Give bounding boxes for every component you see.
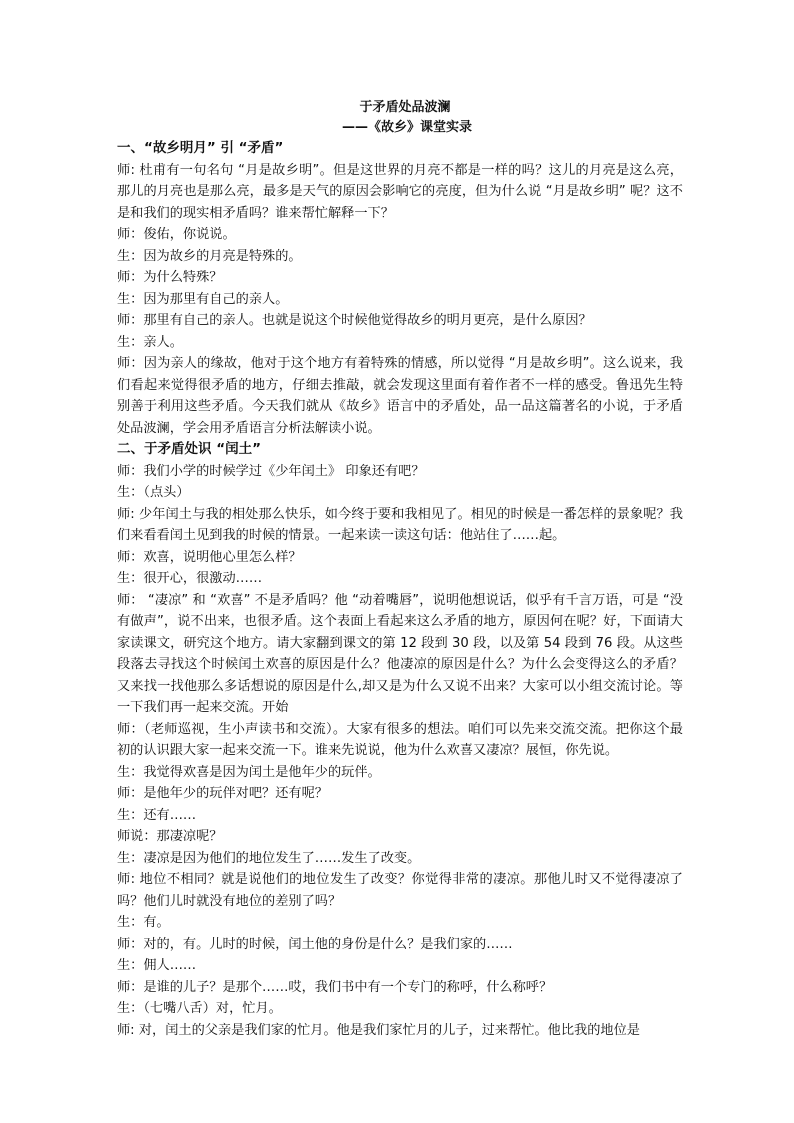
dialogue-paragraph: 生：因为故乡的月亮是特殊的。 — [117, 248, 302, 264]
dialogue-paragraph: 师：（老师巡视，生小声读书和交流）。大家有很多的想法。咱们可以先来交流交流。把你这个最初的认识跟大家一起来交流一下。谁来先说说，他为什么欢喜又凄凉？展恒，你先说。 — [117, 721, 683, 758]
dialogue-paragraph: 师：那里有自己的亲人。也就是说这个时候他觉得故乡的明月更亮，是什么原因？ — [117, 313, 592, 328]
dialogue-paragraph: 师：是谁的儿子？是那个……哎，我们书中有一个专门的称呼，什么称呼？ — [117, 979, 553, 995]
section-heading: 一、“故乡明月” 引 “矛盾” — [117, 140, 284, 156]
dialogue-paragraph: 生：（七嘴八舌）对，忙月。 — [117, 1001, 282, 1016]
document-page — [117, 98, 683, 1041]
dialogue-paragraph: 生：凄凉是因为他们的地位发生了……发生了改变。 — [117, 850, 421, 866]
dialogue-paragraph: 师：我们小学的时候学过《少年闰土》 印象还有吧？ — [117, 463, 425, 479]
dialogue-paragraph: 师: 杜甫有一句名句 “月是故乡明”。但是这世界的月亮不都是一样的吗？这儿的月亮是这么亮，那儿的月亮也是那么亮，最多是天气的原因会影响它的亮度，但为什么说 “月是故乡明” 呢？这不是和我们的现实相矛盾吗？谁来帮忙解释一下？ — [117, 162, 683, 221]
document-body — [117, 138, 683, 1041]
dialogue-paragraph: 生：亲人。 — [117, 334, 183, 350]
dialogue-paragraph: 师：对的，有。儿时的时候，闰土他的身份是什么？是我们家的…… — [117, 936, 513, 952]
dialogue-paragraph: 师: 对，闰土的父亲是我们家的忙月。他是我们家忙月的儿子，过来帮忙。他比我的地位是 — [117, 1022, 640, 1038]
dialogue-paragraph: 师：俊佑，你说说。 — [117, 227, 236, 242]
dialogue-paragraph: 师：欢喜，说明他心里怎么样？ — [117, 549, 302, 565]
dialogue-paragraph: 师说：那凄凉呢？ — [117, 829, 223, 844]
dialogue-paragraph: 师：为什么特殊？ — [117, 270, 223, 285]
section-heading: 二、于矛盾处识 “闰土” — [117, 441, 261, 457]
dialogue-paragraph: 师：是他年少的玩伴对吧？还有呢？ — [117, 786, 328, 801]
dialogue-paragraph: 生：我觉得欢喜是因为闰土是他年少的玩伴。 — [117, 764, 381, 780]
dialogue-paragraph: 生：因为那里有自己的亲人。 — [117, 291, 289, 307]
dialogue-paragraph: 师: 地位不相同？就是说他们的地位发生了改变？你觉得非常的凄凉。那他儿时又不觉得凄凉了吗？他们儿时就没有地位的差别了吗？ — [117, 872, 683, 909]
dialogue-paragraph: 生：有。 — [117, 915, 170, 930]
dialogue-paragraph: 生：很开心，很激动…… — [117, 571, 263, 586]
dialogue-paragraph: 师: 少年闰土与我的相处那么快乐，如今终于要和我相见了。相见的时候是一番怎样的景象呢？我们来看看闰土见到我的时候的情景。一起来读一读这句话：他站住了……起。 — [117, 506, 683, 543]
dialogue-paragraph: 生：（点头） — [117, 485, 190, 500]
dialogue-paragraph: 生：还有…… — [117, 807, 197, 823]
document-title: 于矛盾处品波澜 — [359, 100, 451, 115]
document-subtitle: ——《故乡》课堂实录 — [341, 120, 472, 135]
dialogue-paragraph: 生：佣人…… — [117, 958, 197, 973]
dialogue-paragraph: 师： “凄凉” 和 “欢喜” 不是矛盾吗？他 “动着嘴唇”，说明他想说话，似乎有千言万语，可是 “没有做声”，说不出来，也很矛盾。这个表面上看起来这么矛盾的地方，原因何在呢？好，下面请大家读课文，研究这个地方。请大家翻到课文的第 12 段到 30 段，以及第 54 段到 76 段。从这些段落去寻找这个时候闰土欢喜的原因是什么？他凄凉的原因是什么？为什么会变得这么的矛盾？又来找一找他那么多话想说的原因是什么,却又是为什么又说不出来？大家可以小组交流讨论。等一下我们再一起来交流。开始 — [117, 592, 683, 715]
dialogue-paragraph: 师：因为亲人的缘故，他对于这个地方有着特殊的情感，所以觉得 “月是故乡明”。这么说来，我们看起来觉得很矛盾的地方，仔细去推敲，就会发现这里面有着作者不一样的感受。鲁迅先生特别善于利用这些矛盾。今天我们就从《故乡》语言中的矛盾处，品一品这篇著名的小说，于矛盾处品波澜，学会用矛盾语言分析法解读小说。 — [117, 356, 683, 436]
